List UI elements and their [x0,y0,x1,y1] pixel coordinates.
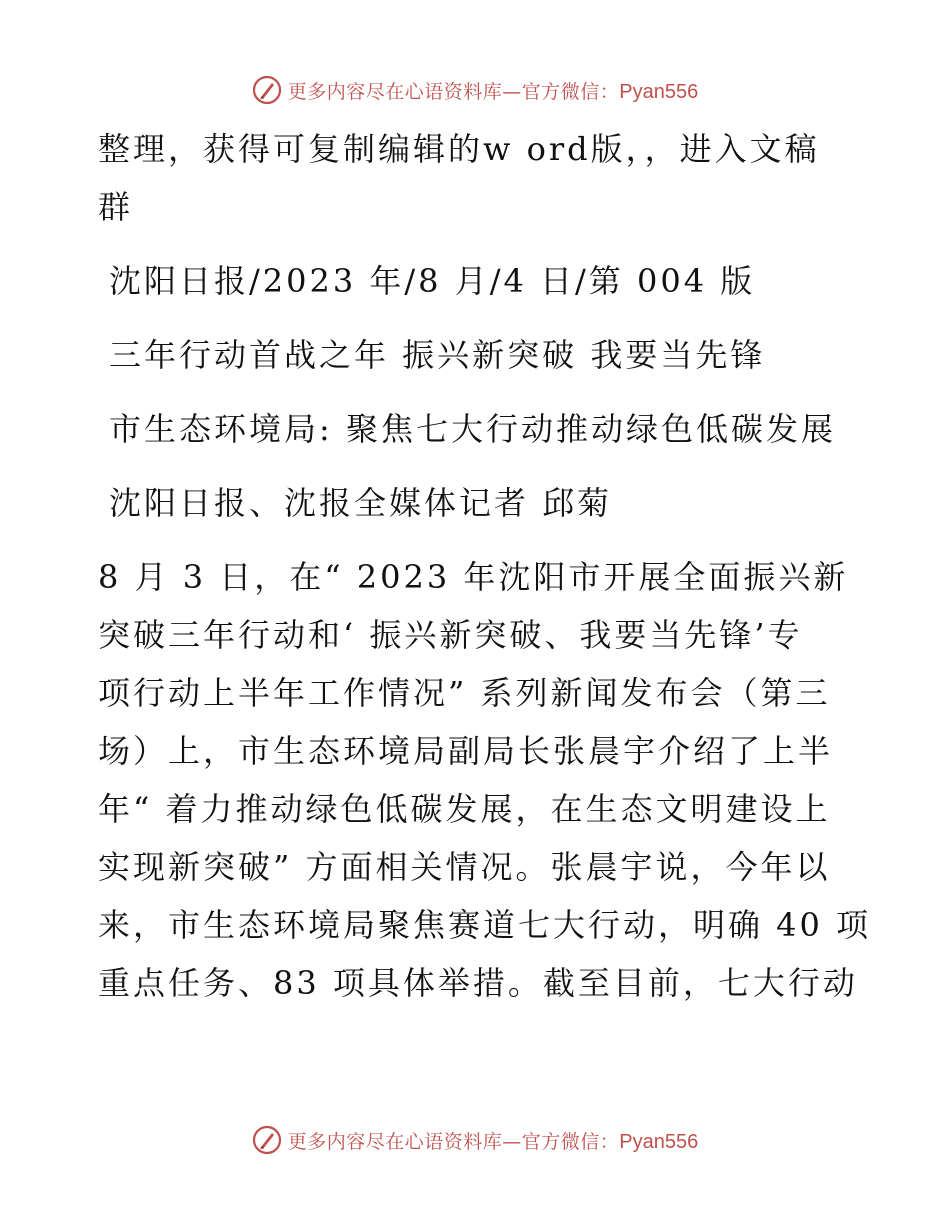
body-line: 场）上，市生态环境局副局长张晨宇介绍了上半 [98,732,834,770]
kicker-line: 三年行动首战之年 振兴新突破 我要当先锋 [109,336,766,374]
document-body [98,120,872,1012]
body-line: 来，市生态环境局聚焦赛道七大行动，明确 40 项 [98,906,872,944]
watermark-wechat-id: Pyan556 [619,80,699,103]
watermark-text: 更多内容尽在心语资料库—官方微信：Pyan556 [287,80,699,103]
body-line: 8 月 3 日，在“ 2023 年沈阳市开展全面振兴新 [98,558,849,596]
intro-line-1: 整理，获得可复制编辑的w ord版，，进入文稿 [98,130,820,168]
quill-logo-icon [252,75,282,105]
byline: 沈阳日报、沈报全媒体记者 邱菊 [109,484,613,522]
body-paragraph [98,548,872,1012]
body-line: 项行动上半年工作情况” 系列新闻发布会（第三 [98,674,831,712]
watermark-text: 更多内容尽在心语资料库—官方微信：Pyan556 [287,1130,699,1153]
quill-logo-icon [252,1125,282,1155]
body-line: 重点任务、83 项具体举措。截至目前，七大行动 [98,964,858,1002]
body-line: 实现新突破” 方面相关情况。张晨宇说，今年以 [98,848,831,886]
intro-line-2: 群 [98,188,134,226]
body-line: 年“ 着力推动绿色低碳发展，在生态文明建设上 [98,790,831,828]
headline: 市生态环境局: 聚焦七大行动推动绿色低碳发展 [109,410,836,448]
watermark-banner-top [0,70,950,110]
watermark-wechat-id: Pyan556 [619,1130,699,1153]
watermark-banner-bottom [0,1120,950,1160]
body-line: 突破三年行动和‘ 振兴新突破、我要当先锋’专 [98,616,803,654]
source-line: 沈阳日报/2023 年/8 月/4 日/第 004 版 [109,262,756,300]
